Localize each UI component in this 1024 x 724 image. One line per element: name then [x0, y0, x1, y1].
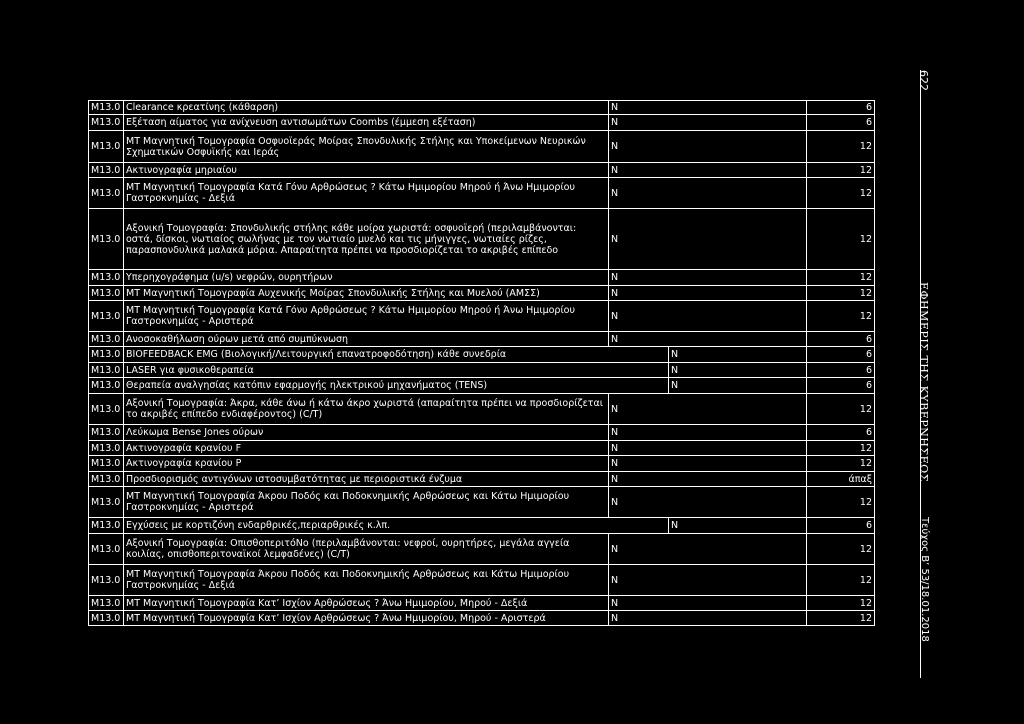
- row-description-text: ΜΤ Μαγνητική Τομογραφία Κατ’ Ισχίον Αρθρώσεως ? Άνω Ημιμορίου, Μηρού - Αριστερά: [126, 612, 546, 624]
- row-code: M13.0: [88, 300, 123, 331]
- row-unit: N: [608, 471, 806, 486]
- row-description: [123, 377, 668, 393]
- row-description-text: Προσδιορισμός αντιγόνων ιστοσυμβατότητας με περιοριστικά ένζυμα: [126, 473, 463, 485]
- row-code: M13.0: [88, 393, 123, 424]
- journal-title: ΕΦΗΜΕΡΙΣ ΤΗΣ ΚΥΒΕΡΝΗΣΕΩΣ: [917, 282, 930, 483]
- table-right-border: [874, 533, 875, 564]
- table-row: [88, 114, 906, 130]
- row-unit: N: [668, 346, 806, 362]
- table-row: [88, 208, 906, 269]
- table-right-border: [874, 346, 875, 362]
- row-unit: N: [608, 424, 806, 440]
- row-unit: N: [668, 517, 806, 533]
- row-quantity: άπαξ: [806, 471, 874, 486]
- row-code: M13.0: [88, 455, 123, 471]
- table-row: [88, 393, 906, 424]
- table-row: [88, 595, 906, 610]
- row-description-text: Clearance κρεατίνης (κάθαρση): [126, 102, 279, 113]
- row-description-text: Εξέταση αίματος για ανίχνευση αντισωμάτων Coombs (έμμεση εξέταση): [126, 117, 476, 128]
- row-unit: N: [608, 455, 806, 471]
- table-row: [88, 300, 906, 331]
- row-description-text: Υπερηχογράφημα (u/s) νεφρών, ουρητήρων: [126, 272, 333, 283]
- row-description: [123, 208, 608, 269]
- table-right-border: [874, 285, 875, 300]
- row-quantity: 12: [806, 595, 874, 610]
- row-unit: N: [668, 377, 806, 393]
- row-description-text: ΜΤ Μαγνητική Τομογραφία Άκρου Ποδός και Ποδοκνημικής Αρθρώσεως και Κάτω Ημιμορίου Γαστροκνημίας - Αριστερά: [126, 491, 570, 513]
- row-description-text: ΜΤ Μαγνητική Τομογραφία Αυχενικής Μοίρας Σπονδυλικής Στήλης και Μυελού (ΑΜΣΣ): [126, 287, 540, 299]
- table-row: [88, 100, 906, 114]
- row-code: M13.0: [88, 471, 123, 486]
- table-right-border: [874, 177, 875, 208]
- row-quantity: 6: [806, 100, 874, 114]
- row-unit: N: [608, 269, 806, 285]
- table-row: [88, 269, 906, 285]
- row-unit: N: [608, 564, 806, 595]
- row-quantity: 6: [806, 362, 874, 377]
- row-description: [123, 162, 608, 177]
- row-code: M13.0: [88, 486, 123, 517]
- row-quantity: 6: [806, 114, 874, 130]
- table-right-border: [874, 331, 875, 346]
- row-code: M13.0: [88, 100, 123, 114]
- row-description: [123, 440, 608, 455]
- row-description: [123, 610, 608, 626]
- table-right-border: [874, 114, 875, 130]
- table-row: [88, 162, 906, 177]
- row-description-text: ΜΤ Μαγνητική Τομογραφία Άκρου Ποδός και Ποδοκνημικής Αρθρώσεως και Κάτω Ημιμορίου Γαστροκνημίας - Δεξιά: [126, 569, 570, 591]
- table-row: [88, 362, 906, 377]
- row-description-text: ΜΤ Μαγνητική Τομογραφία Κατά Γόνυ Αρθρώσεως ? Κάτω Ημιμορίου Μηρού ή Άνω Ημιμορίου Γαστροκνημίας - Δεξιά: [126, 182, 575, 204]
- row-code: M13.0: [88, 610, 123, 626]
- row-code: M13.0: [88, 130, 123, 162]
- row-code: M13.0: [88, 517, 123, 533]
- row-unit: N: [608, 177, 806, 208]
- table-right-border: [874, 455, 875, 471]
- row-code: M13.0: [88, 208, 123, 269]
- row-description-text: Αξονική Τομογραφία: ΟπισθοπεριτόΝο (περιλαμβάνονται: νεφροί, ουρητήρες, μεγάλα αγγεία κοιλίας, οπισθοπεριτοναϊκοί λεμφαδένες) (C/T): [126, 538, 570, 560]
- row-unit: N: [608, 130, 806, 162]
- table-row: [88, 377, 906, 393]
- row-description: [123, 177, 608, 208]
- row-quantity: 12: [806, 162, 874, 177]
- row-description: [123, 300, 608, 331]
- row-unit: N: [608, 486, 806, 517]
- row-description: [123, 471, 608, 486]
- page-number: 622: [917, 70, 930, 91]
- table-row: [88, 346, 906, 362]
- table-right-border: [874, 362, 875, 377]
- table-right-border: [874, 610, 875, 626]
- row-quantity: 12: [806, 208, 874, 269]
- row-unit: N: [608, 393, 806, 424]
- table-right-border: [874, 162, 875, 177]
- table-right-border: [874, 269, 875, 285]
- table-right-border: [874, 424, 875, 440]
- table-right-border: [874, 100, 875, 114]
- table-right-border: [874, 517, 875, 533]
- row-quantity: 12: [806, 177, 874, 208]
- row-quantity: 12: [806, 300, 874, 331]
- table-row: [88, 564, 906, 595]
- row-quantity: 12: [806, 130, 874, 162]
- table-right-border: [874, 595, 875, 610]
- row-code: M13.0: [88, 377, 123, 393]
- table-row: [88, 455, 906, 471]
- row-unit: N: [608, 285, 806, 300]
- row-code: M13.0: [88, 331, 123, 346]
- row-unit: N: [668, 362, 806, 377]
- row-code: M13.0: [88, 440, 123, 455]
- row-code: M13.0: [88, 595, 123, 610]
- row-code: M13.0: [88, 285, 123, 300]
- row-code: M13.0: [88, 533, 123, 564]
- row-description-text: Ακτινογραφία κρανίου P: [126, 458, 242, 469]
- row-code: M13.0: [88, 564, 123, 595]
- row-quantity: 12: [806, 440, 874, 455]
- row-code: M13.0: [88, 346, 123, 362]
- table-right-border: [874, 486, 875, 517]
- row-unit: N: [608, 440, 806, 455]
- row-quantity: 12: [806, 533, 874, 564]
- row-code: M13.0: [88, 362, 123, 377]
- row-description: [123, 362, 668, 377]
- table-row: [88, 130, 906, 162]
- row-description: [123, 533, 608, 564]
- row-code: M13.0: [88, 424, 123, 440]
- table-row: [88, 517, 906, 533]
- row-description: [123, 455, 608, 471]
- table-right-border: [874, 377, 875, 393]
- issue-reference: Τεύχος Β’ 53/18.01.2018: [919, 517, 930, 642]
- table-right-border: [874, 440, 875, 455]
- row-quantity: 6: [806, 424, 874, 440]
- row-description: [123, 100, 608, 114]
- row-description-text: Λεύκωμα Bense Jones ούρων: [126, 427, 264, 438]
- row-quantity: 12: [806, 269, 874, 285]
- table-row: [88, 486, 906, 517]
- row-description-text: Εγχύσεις με κορτιζόνη ενδαρθρικές,περιαρθρικές κ.λπ.: [126, 520, 391, 531]
- row-code: M13.0: [88, 114, 123, 130]
- row-description-text: ΜΤ Μαγνητική Τομογραφία Οσφυοϊεράς Μοίρας Σπονδυλικής Στήλης και Υποκείμενων Νευρικών Σχηματικών Οσφυϊκής και Ιεράς: [126, 135, 586, 158]
- row-description-text: Θεραπεία αναλγησίας κατόπιν εφαρμογής ηλεκτρικού μηχανήματος (TENS): [126, 380, 488, 391]
- row-quantity: 6: [806, 346, 874, 362]
- row-description-text: ΜΤ Μαγνητική Τομογραφία Κατά Γόνυ Αρθρώσεως ? Κάτω Ημιμορίου Μηρού ή Άνω Ημιμορίου Γαστροκνημίας - Αριστερά: [126, 305, 575, 327]
- table-right-border: [874, 300, 875, 331]
- row-description: [123, 269, 608, 285]
- table-right-border: [874, 130, 875, 162]
- row-quantity: 12: [806, 564, 874, 595]
- table-row: [88, 440, 906, 455]
- table-row: [88, 533, 906, 564]
- row-quantity: 12: [806, 393, 874, 424]
- row-description-text: Αξονική Τομογραφία: Σπονδυλικής στήλης κάθε μοίρα χωριστά: οσφυοϊερή (περιλαμβάνονται: οστά, δίσκοι, νωτιαίος σωλήνας με τον νωτιαίο μυελό και τις μήνιγγες, νωτιαίες ρίζες, παρασπονδυλικά μαλακά μόρια. Απαραίτητα πρέπει να προσδιορίζεται το ακριβές επίπεδο: [126, 222, 577, 256]
- row-description-text: Ακτινογραφία κρανίου F: [126, 442, 242, 454]
- row-quantity: 6: [806, 517, 874, 533]
- row-unit: N: [608, 533, 806, 564]
- row-quantity: 12: [806, 486, 874, 517]
- row-description: [123, 486, 608, 517]
- row-description-text: LASER για φυσικοθεραπεία: [126, 364, 254, 376]
- row-quantity: 12: [806, 610, 874, 626]
- row-unit: N: [608, 114, 806, 130]
- table-row: [88, 331, 906, 346]
- row-description-text: Ακτινογραφία μηριαίου: [126, 164, 237, 176]
- row-unit: N: [608, 300, 806, 331]
- row-description-text: Ανοσοκαθήλωση ούρων μετά από συμπύκνωση: [126, 333, 349, 345]
- row-description: [123, 114, 608, 130]
- table-right-border: [874, 564, 875, 595]
- table-row: [88, 424, 906, 440]
- row-description-text: BIOFEEDBACK EMG (Βιολογική/Λειτουργική επανατροφοδότηση) κάθε συνεδρία: [126, 349, 507, 360]
- row-unit: N: [608, 595, 806, 610]
- row-description: [123, 595, 608, 610]
- row-description: [123, 393, 608, 424]
- row-unit: N: [608, 610, 806, 626]
- table-row: [88, 610, 906, 626]
- table-right-border: [874, 208, 875, 269]
- row-code: M13.0: [88, 269, 123, 285]
- row-unit: N: [608, 331, 806, 346]
- row-description: [123, 331, 608, 346]
- row-unit: N: [608, 100, 806, 114]
- row-description: [123, 564, 608, 595]
- row-description: [123, 517, 668, 533]
- table-right-border: [874, 393, 875, 424]
- row-description-text: ΜΤ Μαγνητική Τομογραφία Κατ’ Ισχίον Αρθρώσεως ? Άνω Ημιμορίου, Μηρού - Δεξιά: [126, 597, 528, 609]
- row-description: [123, 424, 608, 440]
- row-code: M13.0: [88, 177, 123, 208]
- row-quantity: 6: [806, 377, 874, 393]
- row-description: [123, 130, 608, 162]
- row-quantity: 6: [806, 331, 874, 346]
- row-description-text: Αξονική Τομογραφία: Άκρα, κάθε άνω ή κάτω άκρο χωριστά (απαραίτητα πρέπει να προσδιορίζεται το ακριβές επίπεδο ενδιαφέροντος) (C/T): [126, 398, 603, 420]
- row-unit: N: [608, 208, 806, 269]
- table-row: [88, 471, 906, 486]
- row-quantity: 12: [806, 455, 874, 471]
- table-right-border: [874, 471, 875, 486]
- row-description: [123, 346, 668, 362]
- row-quantity: 12: [806, 285, 874, 300]
- table-row: [88, 285, 906, 300]
- table-row: [88, 177, 906, 208]
- row-description: [123, 285, 608, 300]
- row-unit: N: [608, 162, 806, 177]
- row-code: M13.0: [88, 162, 123, 177]
